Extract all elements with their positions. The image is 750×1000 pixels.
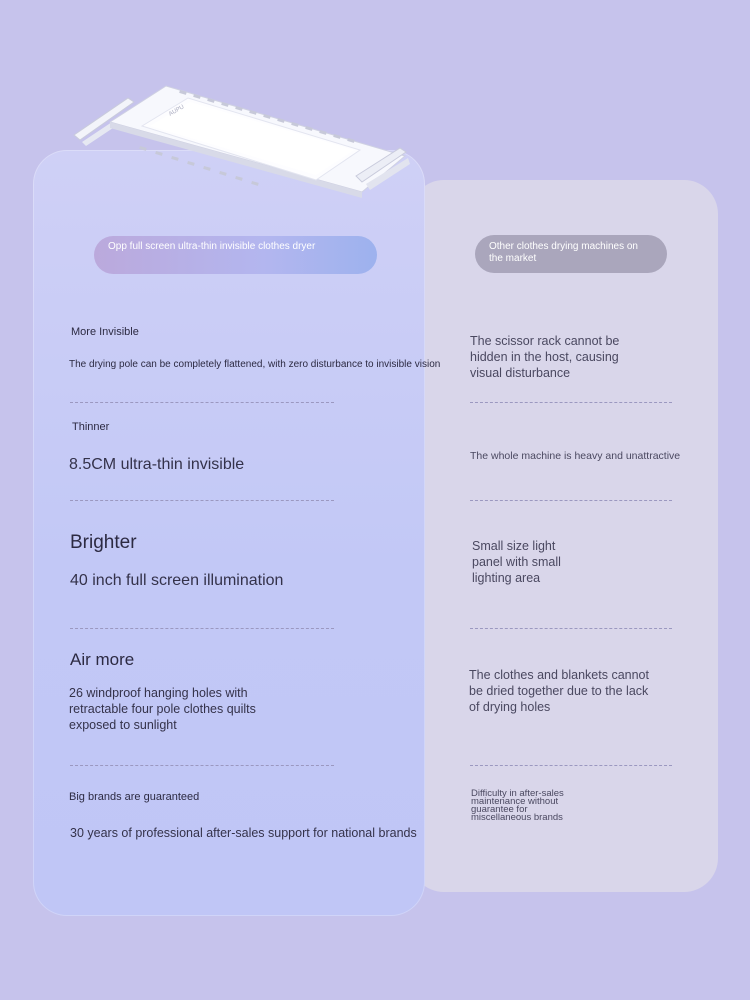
row2-left-divider [70,500,334,501]
row3-left-desc: 40 inch full screen illumination [70,572,284,589]
row2-left-desc: 8.5CM ultra-thin invisible [69,456,245,473]
row5-left-title: Big brands are guaranteed [69,791,200,803]
row1-left-title: More Invisible [71,326,139,338]
row5-right-desc: Difficulty in after-sales maintenance without guarantee for miscellaneous brands [471,788,564,823]
clothes-dryer-image [70,80,415,200]
row5-left-desc: 30 years of professional after-sales support for national brands [70,826,417,840]
row3-left-title: Brighter [70,532,137,553]
row2-right-divider [470,500,672,501]
row1-right-desc: The scissor rack cannot be hidden in the host, causing visual disturbance [470,334,620,380]
competitor-panel [410,180,718,892]
row4-left-title: Air more [70,650,135,669]
product-column-title: Opp full screen ultra-thin invisible clothes dryer [108,241,316,252]
row4-right-divider [470,765,672,766]
row1-left-desc: The drying pole can be completely flattened, with zero disturbance to invisible vision [69,359,441,370]
brand-mark: AUPU [168,104,186,118]
row1-left-divider [70,402,334,403]
row4-left-divider [70,765,334,766]
row3-right-desc: Small size light panel with small lighting area [472,539,561,585]
row4-right-desc: The clothes and blankets cannot be dried together due to the lack of drying holes [469,668,649,714]
row4-left-desc: 26 windproof hanging holes with retractable four pole clothes quilts exposed to sunlight [69,686,256,732]
row3-left-divider [70,628,334,629]
row2-left-title: Thinner [72,421,110,433]
product-column-header [94,236,377,274]
row1-right-divider [470,402,672,403]
competitor-column-header [475,235,667,273]
row3-right-divider [470,628,672,629]
row2-right-desc: The whole machine is heavy and unattractive [470,450,681,462]
competitor-column-title: Other clothes drying machines on the market [489,241,638,264]
